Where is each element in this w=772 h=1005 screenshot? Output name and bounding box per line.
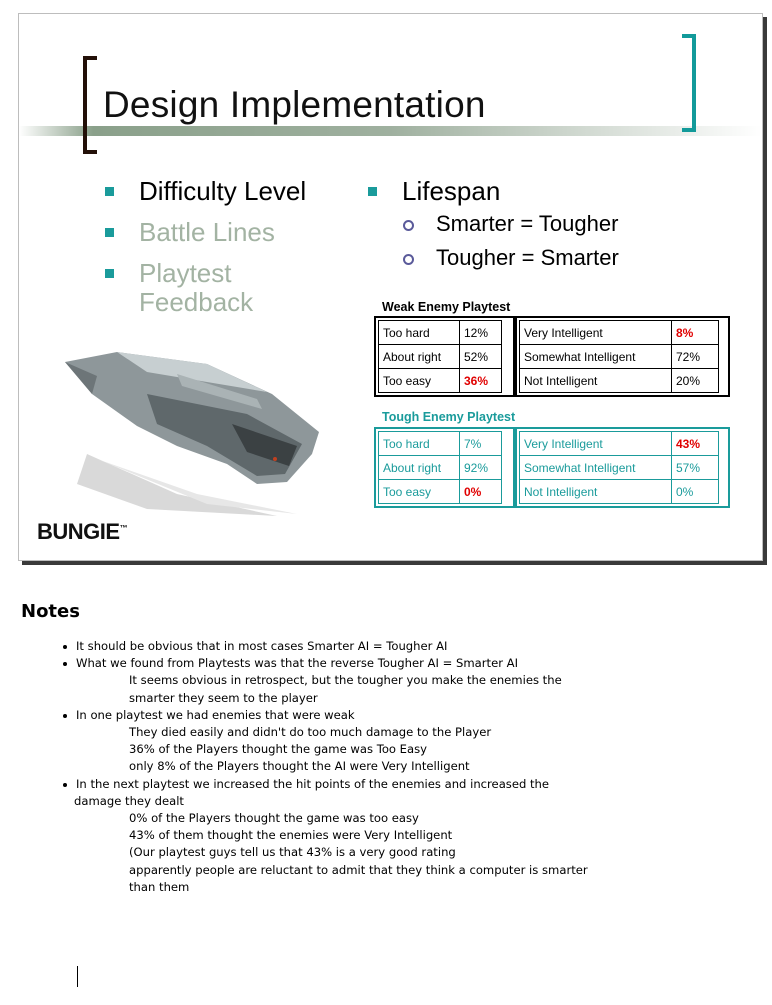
table-row: Not Intelligent 20% — [520, 369, 719, 393]
table-row: Very Intelligent 43% — [520, 432, 719, 456]
bullet-dot-icon — [63, 645, 67, 649]
note-subline: 36% of the Players thought the game was Too Easy — [129, 742, 428, 757]
table-row: Too hard 12% — [379, 321, 502, 345]
note-subline: than them — [129, 879, 190, 894]
bullet-difficulty-level: Difficulty Level — [105, 177, 369, 206]
text-cursor[interactable] — [77, 966, 78, 987]
title-underline — [19, 126, 762, 136]
weak-intelligence-table — [519, 320, 719, 393]
table-row: Too easy 36% — [379, 369, 502, 393]
table-row: About right 92% — [379, 456, 502, 480]
square-bullet-icon — [105, 269, 114, 278]
note-subline: smarter they seem to the player — [129, 690, 318, 705]
note-item: In the next playtest we increased the hit points of the enemies and increased the — [60, 776, 750, 793]
slide-title: Design Implementation — [103, 84, 486, 125]
bullet-dot-icon — [63, 783, 67, 787]
note-subline: only 8% of the Players thought the AI were Very Intelligent — [129, 759, 470, 774]
bungie-logo: BUNGIE™ — [37, 519, 128, 544]
table-row: Too hard 7% — [379, 432, 502, 456]
note-subline: 43% of them thought the enemies were Very Intelligent — [129, 828, 453, 843]
sub-bullet-smarter-tougher: Smarter = Tougher — [368, 208, 632, 240]
circle-bullet-icon — [403, 220, 414, 231]
notes-body — [60, 638, 750, 896]
bullet-dot-icon — [63, 714, 67, 718]
note-subline: apparently people are reluctant to admit that they think a computer is smarter — [129, 862, 588, 877]
bullet-playtest-feedback: Playtest Feedback — [105, 259, 369, 317]
left-bullet-list — [105, 177, 369, 317]
right-bullet-list — [368, 177, 632, 274]
note-wrap-line: damage they dealt — [74, 793, 184, 808]
weak-difficulty-table — [378, 320, 502, 393]
note-subline: It seems obvious in retrospect, but the tougher you make the enemies the — [129, 673, 562, 688]
tough-difficulty-table — [378, 431, 502, 504]
tough-playtest-title: Tough Enemy Playtest — [382, 410, 516, 424]
table-row: Too easy 0% — [379, 480, 502, 504]
table-row: Somewhat Intelligent 72% — [520, 345, 719, 369]
sub-bullet-tougher-smarter: Tougher = Smarter — [368, 242, 632, 274]
square-bullet-icon — [105, 187, 114, 196]
note-item: What we found from Playtests was that the reverse Tougher AI = Smarter AI — [60, 655, 750, 672]
weak-playtest-title: Weak Enemy Playtest — [382, 300, 511, 314]
square-bullet-icon — [368, 187, 377, 196]
note-item: In one playtest we had enemies that were weak — [60, 707, 750, 724]
note-subline: 0% of the Players thought the game was too easy — [129, 811, 419, 826]
note-subline: They died easily and didn't do too much damage to the Player — [129, 725, 492, 740]
notes-heading: Notes — [21, 601, 80, 622]
bullet-dot-icon — [63, 662, 67, 666]
table-row: About right 52% — [379, 345, 502, 369]
table-row: Very Intelligent 8% — [520, 321, 719, 345]
note-item: It should be obvious that in most cases Smarter AI = Tougher AI — [60, 638, 750, 655]
slide — [18, 13, 763, 561]
note-subline: (Our playtest guys tell us that 43% is a very good rating — [129, 845, 456, 860]
circle-bullet-icon — [403, 254, 414, 265]
bullet-battle-lines: Battle Lines — [105, 218, 369, 247]
square-bullet-icon — [105, 228, 114, 237]
right-bracket-decoration — [682, 34, 696, 132]
spaceship-image — [57, 334, 327, 519]
table-row: Somewhat Intelligent 57% — [520, 456, 719, 480]
tough-intelligence-table — [519, 431, 719, 504]
table-row: Not Intelligent 0% — [520, 480, 719, 504]
bullet-lifespan: Lifespan — [368, 177, 632, 206]
left-bracket-decoration — [83, 56, 97, 154]
